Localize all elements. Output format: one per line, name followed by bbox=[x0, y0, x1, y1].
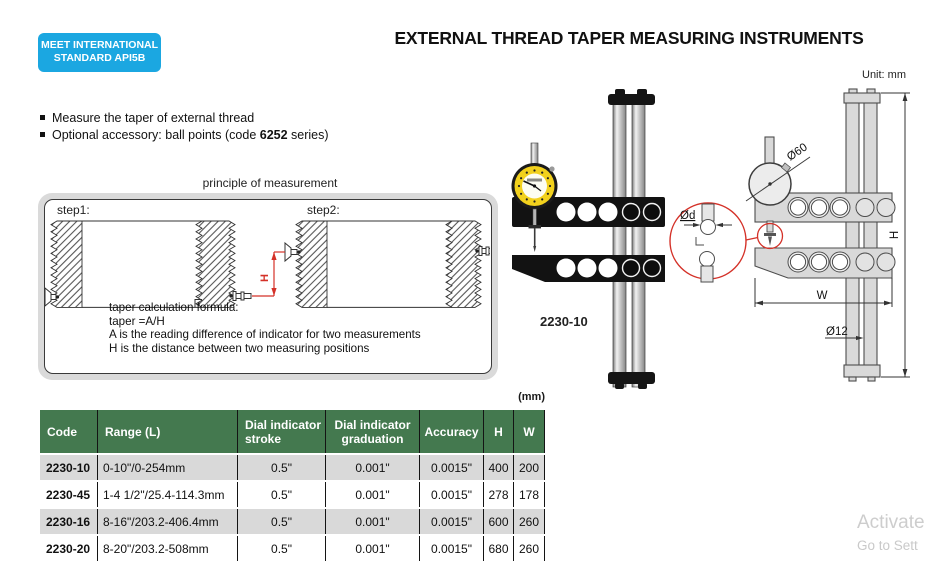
table-row bbox=[40, 455, 545, 480]
photo-top-cap bbox=[608, 94, 655, 105]
cell-graduation: 0.001" bbox=[326, 482, 420, 507]
cell-h: 680 bbox=[484, 536, 514, 561]
principle-box bbox=[38, 193, 498, 380]
cell-range: 1-4 1/2"/25.4-114.3mm bbox=[98, 482, 238, 507]
h-dim-label-drawing: H bbox=[889, 230, 901, 240]
bullet-square-icon bbox=[40, 115, 45, 120]
feature-text-2-code: 6252 bbox=[259, 128, 288, 142]
step2-pipe-outline bbox=[327, 221, 452, 307]
arm-hole bbox=[599, 259, 618, 278]
drawing-bottom-cap bbox=[844, 365, 880, 377]
photo-column-left bbox=[613, 95, 626, 387]
cell-code: 2230-16 bbox=[40, 509, 98, 534]
h-dimension-drawing bbox=[881, 93, 910, 377]
table-row bbox=[40, 509, 545, 534]
cell-stroke: 0.5" bbox=[238, 482, 326, 507]
cell-accuracy: 0.0015" bbox=[420, 536, 484, 561]
cell-accuracy: 0.0015" bbox=[420, 482, 484, 507]
col-header-range: Range (L) bbox=[98, 410, 238, 453]
arm-hole-ring bbox=[644, 204, 661, 221]
badge-line2: STANDARD API5B bbox=[53, 52, 146, 64]
arm-hole bbox=[811, 200, 826, 215]
col-header-code: Code bbox=[40, 410, 98, 453]
formula-line: A is the reading difference of indicator for two measurements bbox=[109, 328, 421, 342]
cell-accuracy: 0.0015" bbox=[420, 455, 484, 480]
detail-connector-line bbox=[746, 238, 758, 241]
step1-pipe-outline bbox=[82, 221, 202, 307]
drawing-foot bbox=[868, 377, 875, 381]
cell-graduation: 0.001" bbox=[326, 509, 420, 534]
arm-hole bbox=[790, 200, 805, 215]
col-header-graduation: Dial indicator graduation bbox=[326, 410, 420, 453]
cell-accuracy: 0.0015" bbox=[420, 509, 484, 534]
drawing-dial-hub bbox=[768, 182, 771, 185]
photo-bottom-cap bbox=[608, 372, 655, 384]
cell-code: 2230-10 bbox=[40, 455, 98, 480]
arm-hole bbox=[832, 200, 847, 215]
arm-hole bbox=[578, 203, 597, 222]
product-photo-illustration bbox=[505, 88, 670, 393]
cell-graduation: 0.001" bbox=[326, 455, 420, 480]
dial-hand-hub bbox=[533, 184, 536, 187]
contact-tip-point bbox=[533, 246, 536, 252]
w-dim-label: W bbox=[816, 290, 828, 302]
badge-line1: MEET INTERNATIONAL bbox=[40, 39, 159, 51]
col-header-stroke: Dial indicator stroke bbox=[238, 410, 326, 453]
cell-w: 260 bbox=[514, 509, 545, 534]
feature-item-1 bbox=[40, 111, 254, 125]
table-unit-note: (mm) bbox=[518, 391, 545, 403]
drawing-foot bbox=[849, 377, 856, 381]
h-dimension bbox=[252, 252, 285, 296]
drawing-contact-bar bbox=[764, 233, 776, 236]
col-header-w: W bbox=[514, 410, 545, 453]
cell-range: 8-16"/203.2-406.4mm bbox=[98, 509, 238, 534]
photo-foot bbox=[615, 383, 624, 389]
drawing-column-right bbox=[864, 101, 877, 367]
step2-left-thread bbox=[296, 221, 327, 307]
table-row bbox=[40, 536, 545, 561]
step2-label: step2: bbox=[307, 203, 340, 217]
arm-hole-ring bbox=[623, 260, 640, 277]
activation-watermark-line2[interactable]: Go to Sett bbox=[857, 538, 918, 553]
formula-line: taper calculation formula: bbox=[109, 301, 239, 314]
formula-block bbox=[109, 301, 484, 355]
step1-label: step1: bbox=[57, 203, 90, 217]
cell-h: 278 bbox=[484, 482, 514, 507]
cell-graduation: 0.001" bbox=[326, 536, 420, 561]
arm-hole bbox=[877, 253, 895, 271]
dial-brand-mark bbox=[527, 179, 542, 182]
formula-line: H is the distance between two measuring positions bbox=[109, 341, 370, 355]
feature-item-2 bbox=[40, 128, 329, 142]
col-header-h: H bbox=[484, 410, 514, 453]
table-row bbox=[40, 482, 545, 507]
spindle bbox=[533, 209, 536, 227]
dia12-label: Ø12 bbox=[826, 326, 848, 338]
dial-knob bbox=[549, 166, 554, 171]
drawing-spindle bbox=[767, 221, 773, 232]
cell-w: 260 bbox=[514, 536, 545, 561]
cell-stroke: 0.5" bbox=[238, 536, 326, 561]
model-label: 2230-10 bbox=[540, 314, 588, 329]
arm-hole bbox=[877, 199, 895, 217]
unit-label: Unit: mm bbox=[862, 69, 906, 81]
step1-right-thread bbox=[196, 221, 235, 307]
activation-watermark-line1: Activate bbox=[857, 512, 925, 533]
dia60-label: Ø60 bbox=[784, 141, 810, 164]
arm-hole bbox=[599, 203, 618, 222]
step1-right-probe bbox=[229, 292, 251, 301]
cell-code: 2230-45 bbox=[40, 482, 98, 507]
ball-dia-label: Ød bbox=[680, 210, 696, 222]
col-header-accuracy: Accuracy bbox=[420, 410, 484, 453]
photo-column-right bbox=[632, 95, 645, 387]
cell-w: 200 bbox=[514, 455, 545, 480]
principle-box-inner bbox=[44, 199, 492, 374]
feature-text-2-pre: Optional accessory: ball points (code bbox=[52, 128, 260, 142]
arm-hole bbox=[832, 254, 847, 269]
cell-stroke: 0.5" bbox=[238, 455, 326, 480]
drawing-column-left bbox=[846, 101, 859, 367]
cell-h: 400 bbox=[484, 455, 514, 480]
feature-text-2-post: series) bbox=[287, 128, 329, 142]
arm-hole bbox=[557, 259, 576, 278]
standard-badge bbox=[38, 33, 161, 72]
h-dim-label: H bbox=[259, 274, 271, 282]
drawing-contact-tip bbox=[768, 237, 772, 247]
page-title: EXTERNAL THREAD TAPER MEASURING INSTRUMENTS bbox=[394, 28, 864, 48]
cell-h: 600 bbox=[484, 509, 514, 534]
feature-text-1: Measure the taper of external thread bbox=[52, 111, 255, 125]
ball-point-detail bbox=[670, 203, 746, 282]
table-header-row bbox=[40, 410, 545, 453]
arm-hole bbox=[856, 199, 874, 217]
arm-hole bbox=[811, 254, 826, 269]
bullet-square-icon bbox=[40, 132, 45, 137]
arm-hole bbox=[856, 253, 874, 271]
drawing-dial-stem bbox=[765, 137, 774, 165]
cell-w: 178 bbox=[514, 482, 545, 507]
drawing-top-cap bbox=[844, 93, 880, 103]
technical-drawing bbox=[660, 85, 925, 415]
photo-foot bbox=[638, 383, 647, 389]
arm-hole bbox=[790, 254, 805, 269]
step2-right-thread bbox=[446, 221, 481, 307]
arm-hole-ring bbox=[644, 260, 661, 277]
arm-hole bbox=[578, 259, 597, 278]
cell-range: 0-10"/0-254mm bbox=[98, 455, 238, 480]
arm-hole-ring bbox=[623, 204, 640, 221]
principle-caption: principle of measurement bbox=[202, 176, 338, 190]
cell-range: 8-20"/203.2-508mm bbox=[98, 536, 238, 561]
spec-table bbox=[40, 408, 545, 563]
arm-hole bbox=[557, 203, 576, 222]
formula-line: taper =A/H bbox=[109, 314, 165, 328]
cell-stroke: 0.5" bbox=[238, 509, 326, 534]
contact-crossbar bbox=[529, 225, 542, 228]
cell-code: 2230-20 bbox=[40, 536, 98, 561]
